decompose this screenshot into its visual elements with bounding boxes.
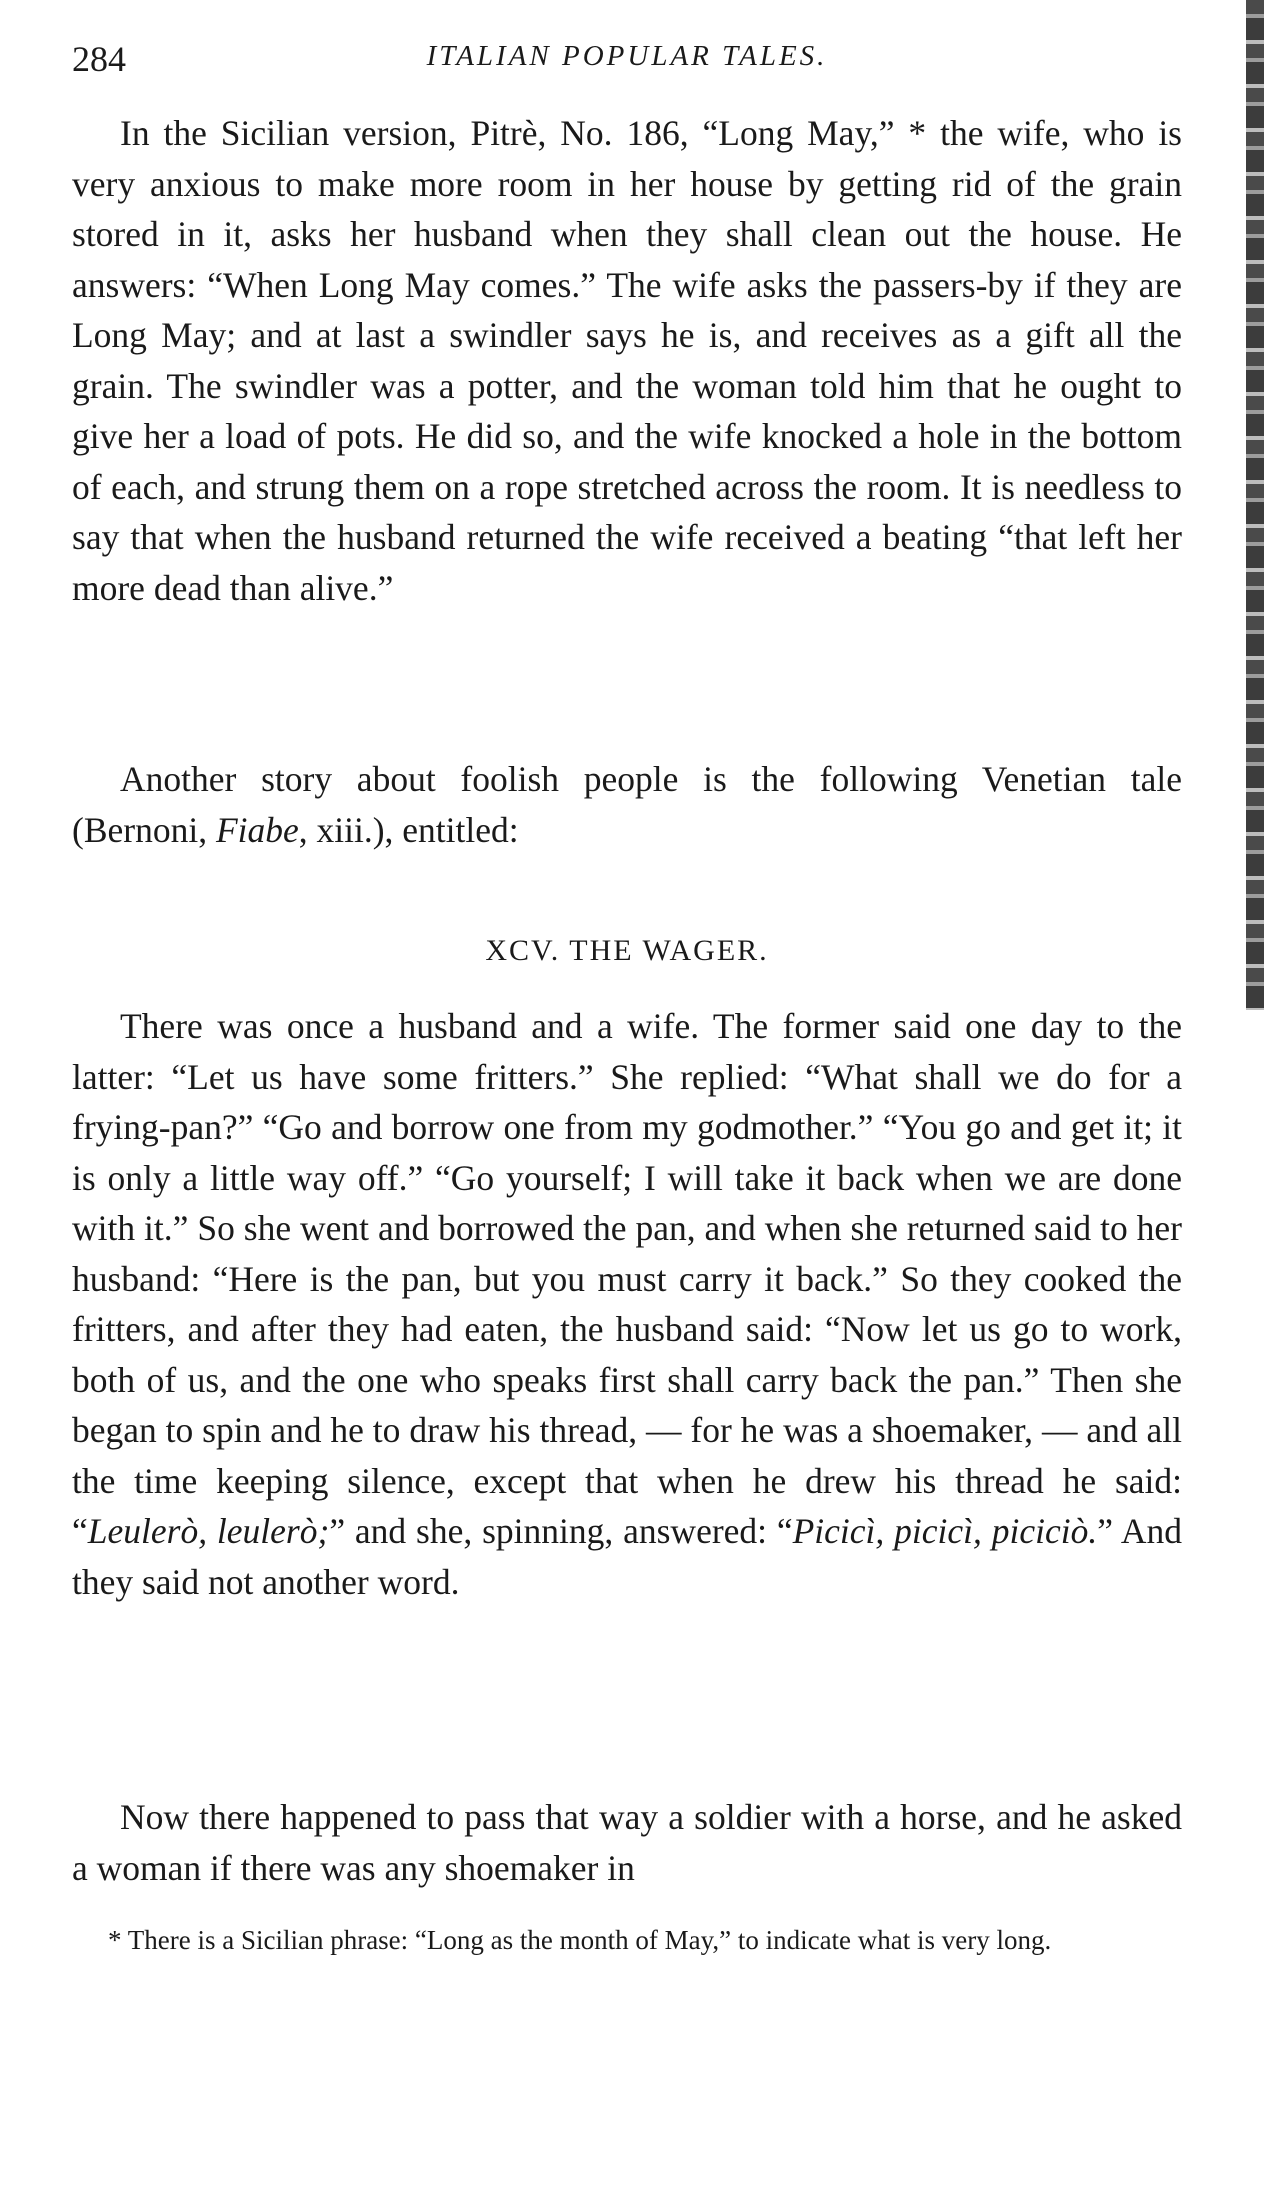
paragraph-soldier	[72, 1792, 1182, 1893]
footnote	[72, 1920, 1182, 1960]
page-edge-shadow	[1246, 0, 1264, 1010]
paragraph-venetian-intro	[72, 754, 1182, 855]
paragraph-wager-story	[72, 1001, 1182, 1607]
wife-chant-italic: Picicì, picicì, piciciò.	[792, 1511, 1098, 1551]
paragraph-text: In the Sicilian version, Pitrè, No. 186, “Long May,” * the wife, who is very anxious to make more room in her house by getting rid of the grain stored in it, asks her husband when they shall clean out the house. He answers: “When Long May comes.” The wife asks the passers-by if they are Long May; and at last a swindler says he is, and receives as a gift all the grain. The swindler was a potter, and the woman told him that he ought to give her a load of pots. He did so, and the wife knocked a hole in the bottom of each, and strung them on a rope stretched across the room. It is needless to say that when the husband returned the wife received a beating “that left her more dead than alive.”	[72, 113, 1182, 608]
page-number: 284	[72, 39, 126, 79]
husband-chant-italic: Leulerò, leulerò;	[87, 1511, 330, 1551]
story-text: There was once a husband and a wife. The former said one day to the latter: “Let us have some fritters.” She replied: “What shall we do for a frying-pan?” “Go and borrow one from my godmother.” “You go and get it; it is only a little way off.” “Go yourself; I will take it back when we are done with it.” So she went and borrowed the pan, and when she returned said to her husband: “Here is the pan, but you must carry it back.” So they cooked the fritters, and after they had eaten, the husband said: “Now let us go to work, both of us, and the one who speaks first shall carry back the pan.” Then she began to spin and he to draw his thread, — for he was a shoemaker, — and all the time keeping silence, except that when he drew his thread he said: “	[72, 1006, 1182, 1551]
story-text-mid: ” and she, spinning, answered: “	[329, 1511, 793, 1551]
intro-text-end: , xiii.), entitled:	[298, 809, 519, 850]
paragraph-text	[72, 754, 1182, 855]
paragraph-text: Now there happened to pass that way a soldier with a horse, and he asked a woman if there was any shoemaker in	[72, 1797, 1182, 1888]
paragraph-sicilian-version	[72, 108, 1182, 613]
running-head	[72, 38, 1182, 88]
footnote-text: * There is a Sicilian phrase: “Long as the month of May,” to indicate what is very long.	[108, 1925, 1052, 1955]
book-title-italic: Fiabe	[215, 809, 299, 850]
section-heading: XCV. THE WAGER.	[485, 934, 769, 967]
running-title: ITALIAN POPULAR TALES.	[426, 40, 828, 72]
intro-text: Another story about foolish people is the following Venetian tale (Bernoni,	[72, 759, 1182, 850]
paragraph-text	[72, 1001, 1182, 1607]
story-text-end: ” And they said not another word.	[72, 1511, 1182, 1602]
